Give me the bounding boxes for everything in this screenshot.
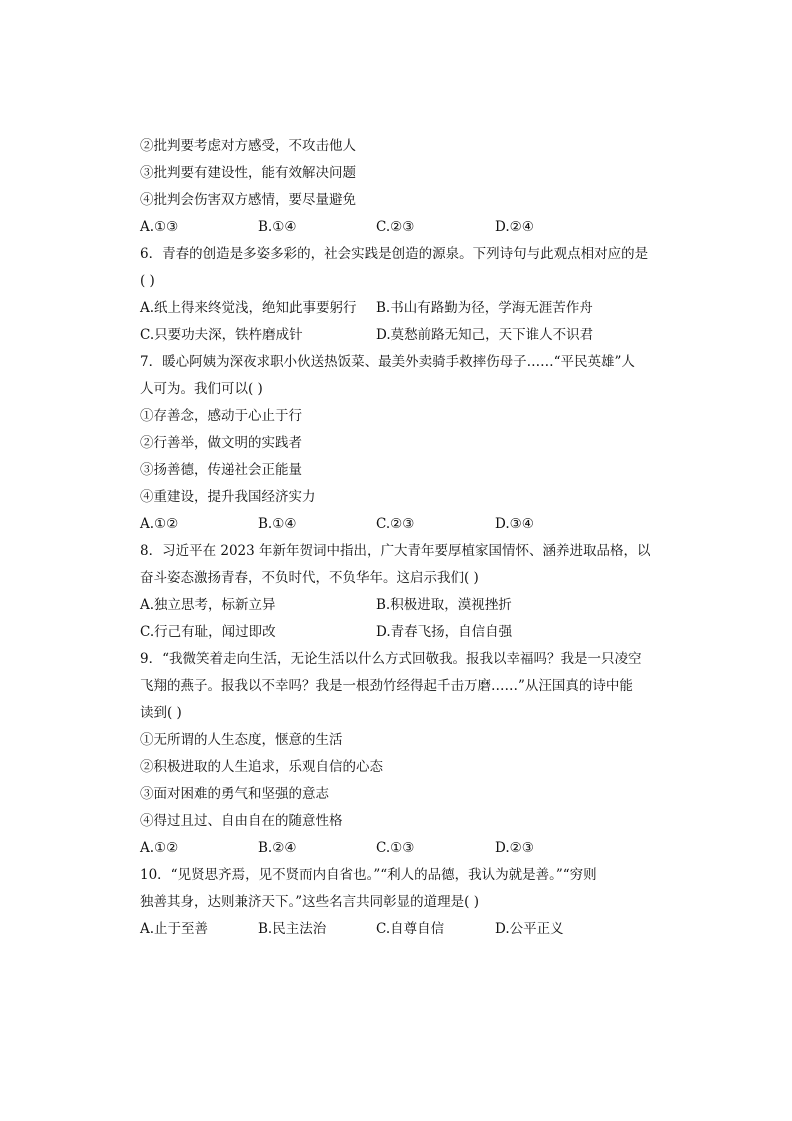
- q5-option-d: D.②④: [495, 219, 534, 235]
- q7-item-3: ③扬善德，传递社会正能量: [140, 462, 302, 478]
- q6-stem-line-1: 6．青春的创造是多姿多彩的，社会实践是创造的源泉。下列诗句与此观点相对应的是: [140, 246, 649, 262]
- q9-option-b: B.②④: [258, 840, 297, 856]
- q9-stem-line-1: 9．“我微笑着走向生活，无论生活以什么方式回敬我。报我以幸福吗？我是一只凌空: [140, 651, 642, 667]
- q7-stem-line-2: 人可为。我们可以( ): [140, 381, 263, 397]
- q10-option-c: C.自尊自信: [376, 921, 445, 937]
- q6-stem-line-2: ( ): [140, 273, 155, 289]
- q7-option-c: C.②③: [376, 516, 415, 532]
- q8-option-d: D.青春飞扬，自信自强: [376, 624, 513, 640]
- q10-option-b: B.民主法治: [258, 921, 327, 937]
- q9-item-3: ③面对困难的勇气和坚强的意志: [140, 786, 329, 802]
- q5-option-a: A.①③: [140, 219, 179, 235]
- q9-item-2: ②积极进取的人生追求，乐观自信的心态: [140, 759, 383, 775]
- q9-option-d: D.②③: [495, 840, 534, 856]
- q7-item-4: ④重建设，提升我国经济实力: [140, 489, 316, 505]
- q6-option-a: A.纸上得来终觉浅，绝知此事要躬行: [140, 300, 357, 316]
- q9-item-1: ①无所谓的人生态度，惬意的生活: [140, 732, 343, 748]
- q9-option-a: A.①②: [140, 840, 179, 856]
- q8-stem-line-1: 8．习近平在 2023 年新年贺词中指出，广大青年要厚植家国情怀、涵养进取品格，以: [140, 543, 651, 559]
- q7-item-2: ②行善举，做文明的实践者: [140, 435, 302, 451]
- q8-option-b: B.积极进取，漠视挫折: [376, 597, 512, 613]
- q5-option-c: C.②③: [376, 219, 415, 235]
- q9-stem-line-2: 飞翔的燕子。报我以不幸吗？我是一根劲竹经得起千击万磨……”从汪国真的诗中能: [140, 678, 633, 694]
- q10-option-a: A.止于至善: [140, 921, 209, 937]
- q7-option-d: D.③④: [495, 516, 534, 532]
- q10-stem-line-2: 独善其身，达则兼济天下。”这些名言共同彰显的道理是( ): [140, 894, 479, 910]
- q7-option-a: A.①②: [140, 516, 179, 532]
- q8-stem-line-2: 奋斗姿态激扬青春，不负时代，不负华年。这启示我们( ): [140, 570, 479, 586]
- q6-option-b: B.书山有路勤为径，学海无涯苦作舟: [376, 300, 593, 316]
- q9-option-c: C.①③: [376, 840, 415, 856]
- q10-stem-line-1: 10．“见贤思齐焉，见不贤而内自省也。”“利人的品德，我认为就是善。”“穷则: [140, 867, 597, 883]
- q7-option-b: B.①④: [258, 516, 297, 532]
- q5-item-3: ③批判要有建设性，能有效解决问题: [140, 165, 356, 181]
- q5-item-4: ④批判会伤害双方感情，要尽量避免: [140, 192, 356, 208]
- q8-option-a: A.独立思考，标新立异: [140, 597, 276, 613]
- q6-option-c: C.只要功夫深，铁杵磨成针: [140, 327, 303, 343]
- q9-item-4: ④得过且过、自由自在的随意性格: [140, 813, 343, 829]
- q9-stem-line-3: 读到( ): [140, 705, 182, 721]
- q7-stem-line-1: 7．暖心阿姨为深夜求职小伙送热饭菜、最美外卖骑手救摔伤母子……“平民英雄”人: [140, 354, 635, 370]
- q5-item-2: ②批判要考虑对方感受，不攻击他人: [140, 138, 356, 154]
- q8-option-c: C.行己有耻，闻过即改: [140, 624, 276, 640]
- q5-option-b: B.①④: [258, 219, 297, 235]
- q10-option-d: D.公平正义: [495, 921, 564, 937]
- q7-item-1: ①存善念，感动于心止于行: [140, 408, 302, 424]
- q6-option-d: D.莫愁前路无知己，天下谁人不识君: [376, 327, 594, 343]
